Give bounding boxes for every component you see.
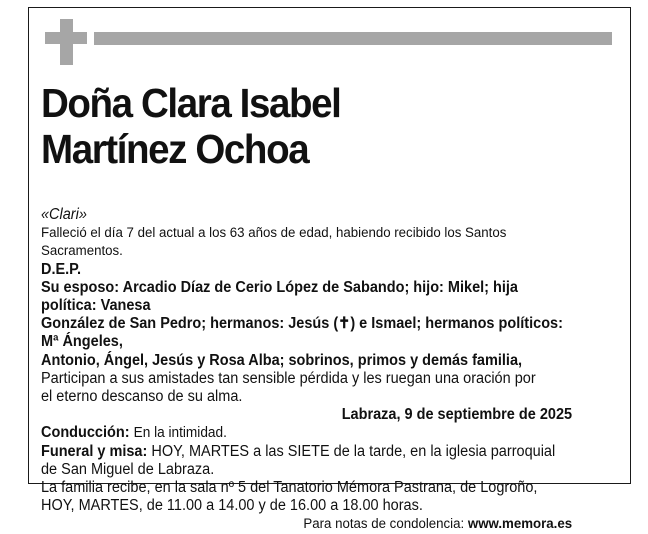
- nickname: «Clari»: [41, 206, 87, 223]
- announcement-line: el eterno descanso de su alma.: [41, 388, 243, 406]
- deceased-name-line2: Martínez Ochoa: [41, 126, 309, 172]
- death-notice: Falleció el día 7 del actual a los 63 años de edad, habiendo recibido los Santos Sacramentos.: [41, 225, 507, 260]
- family-line: González de San Pedro; hermanos: Jesús (✝) e Ismael; hermanos políticos: Mª Ángeles,: [41, 315, 563, 351]
- latin-cross-icon-arm: [45, 32, 87, 44]
- wake-line: HOY, MARTES, de 11.00 a 14.00 y de 16.00 a 18.00 horas.: [41, 497, 423, 515]
- place-date: Labraza, 9 de septiembre de 2025: [341, 406, 573, 424]
- announcement-line: Participan a sus amistades tan sensible pérdida y les ruegan una oración por: [41, 369, 536, 387]
- deceased-name: [41, 80, 340, 172]
- funeral-value: HOY, MARTES a las SIETE de la tarde, en la iglesia parroquial: [151, 442, 556, 460]
- family-line: Su esposo: Arcadio Díaz de Cerio López de Sabando; hijo: Mikel; hija política: Vanesa: [41, 278, 518, 315]
- condolence-note: [41, 515, 572, 533]
- funeral-label: Funeral y misa:: [41, 442, 148, 460]
- header-rule: [94, 32, 612, 45]
- family-line: Antonio, Ángel, Jesús y Rosa Alba; sobrinos, primos y demás familia,: [41, 351, 523, 369]
- obituary-body: [41, 206, 572, 534]
- condolence-url[interactable]: www.memora.es: [467, 516, 573, 533]
- condolence-label: Para notas de condolencia:: [303, 516, 465, 533]
- funeral-value-cont: de San Miguel de Labraza.: [41, 460, 215, 478]
- rip-text: D.E.P.: [41, 260, 82, 278]
- wake-line: La familia recibe, en la sala nº 5 del Tanatorio Mémora Pastrana, de Logroño,: [41, 479, 538, 497]
- conduction-value: En la intimidad.: [133, 425, 227, 442]
- deceased-name-line1: Doña Clara Isabel: [41, 80, 341, 126]
- conduction-label: Conducción:: [41, 424, 130, 442]
